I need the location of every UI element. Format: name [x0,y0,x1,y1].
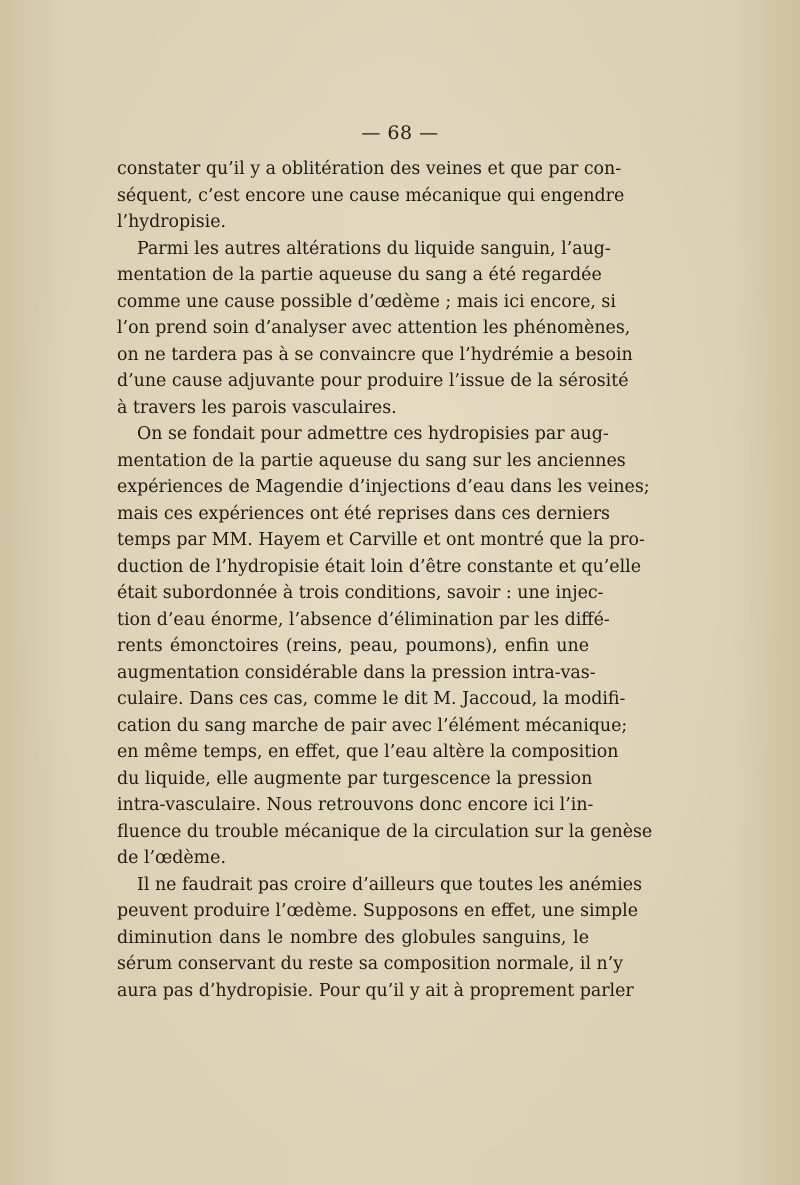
text-line: augmentation considérable dans la pression intra-vas- [117,662,596,683]
text-line: comme une cause possible d’œdème ; mais ici encore, si [117,291,616,312]
text-line: Il ne faudrait pas croire d’ailleurs que toutes les anémies [137,874,642,895]
text-line: peuvent produire l’œdème. Supposons en effet, une simple [117,901,639,921]
text-line: mais ces expériences ont été reprises dans ces derniers [117,503,610,524]
text-line: mentation de la partie aqueuse du sang sur les anciennes [117,450,626,471]
text-line: séquent, c’est encore une cause mécanique qui engendre [117,185,625,206]
text-line: fluence du trouble mécanique de la circulation sur la genèse [117,821,653,842]
body-text [117,156,653,1004]
text-line: l’hydropisie. [117,212,227,232]
text-line: de l’œdème. [117,848,226,868]
text-line: constater qu’il y a oblitération des veines et que par con- [117,159,622,179]
text-line: intra-vasculaire. Nous retrouvons donc encore ici l’in- [117,795,594,815]
text-line: était subordonnée à trois conditions, savoir : une injec- [117,583,604,603]
text-line: temps par MM. Hayem et Carville et ont montré que la pro- [117,530,645,550]
text-line: sérum conservant du reste sa composition normale, il n’y [117,954,624,974]
text-line: on ne tardera pas à se convaincre que l’hydrémie a besoin [117,344,633,365]
text-line: diminution dans le nombre des globules sanguins, le [117,927,589,948]
text-line: cation du sang marche de pair avec l’élément mécanique; [117,715,628,736]
text-line: culaire. Dans ces cas, comme le dit M. Jaccoud, la modifi- [117,689,626,709]
text-line: mentation de la partie aqueuse du sang a été regardée [117,265,602,285]
text-line: aura pas d’hydropisie. Pour qu’il y ait à proprement parler [117,980,634,1001]
text-line: d’une cause adjuvante pour produire l’issue de la sérosité [117,371,629,391]
text-line: expériences de Magendie d’injections d’eau dans les veines; [117,477,650,497]
text-line: du liquide, elle augmente par turgescence la pression [117,768,593,789]
text-line: tion d’eau énorme, l’absence d’élimination par les diffé- [117,609,610,630]
text-line: On se fondait pour admettre ces hydropisies par aug- [137,424,609,444]
text-line: en même temps, en effet, que l’eau altère la composition [117,742,619,762]
text-line: rents émonctoires (reins, peau, poumons), enfin une [117,636,589,656]
text-line: Parmi les autres altérations du liquide sanguin, l’aug- [137,238,611,259]
page-number: — 68 — [361,122,439,144]
text-line: l’on prend soin d’analyser avec attention les phénomènes, [117,318,631,338]
text-line: à travers les parois vasculaires. [117,397,397,418]
text-line: duction de l’hydropisie était loin d’être constante et qu’elle [117,556,642,577]
